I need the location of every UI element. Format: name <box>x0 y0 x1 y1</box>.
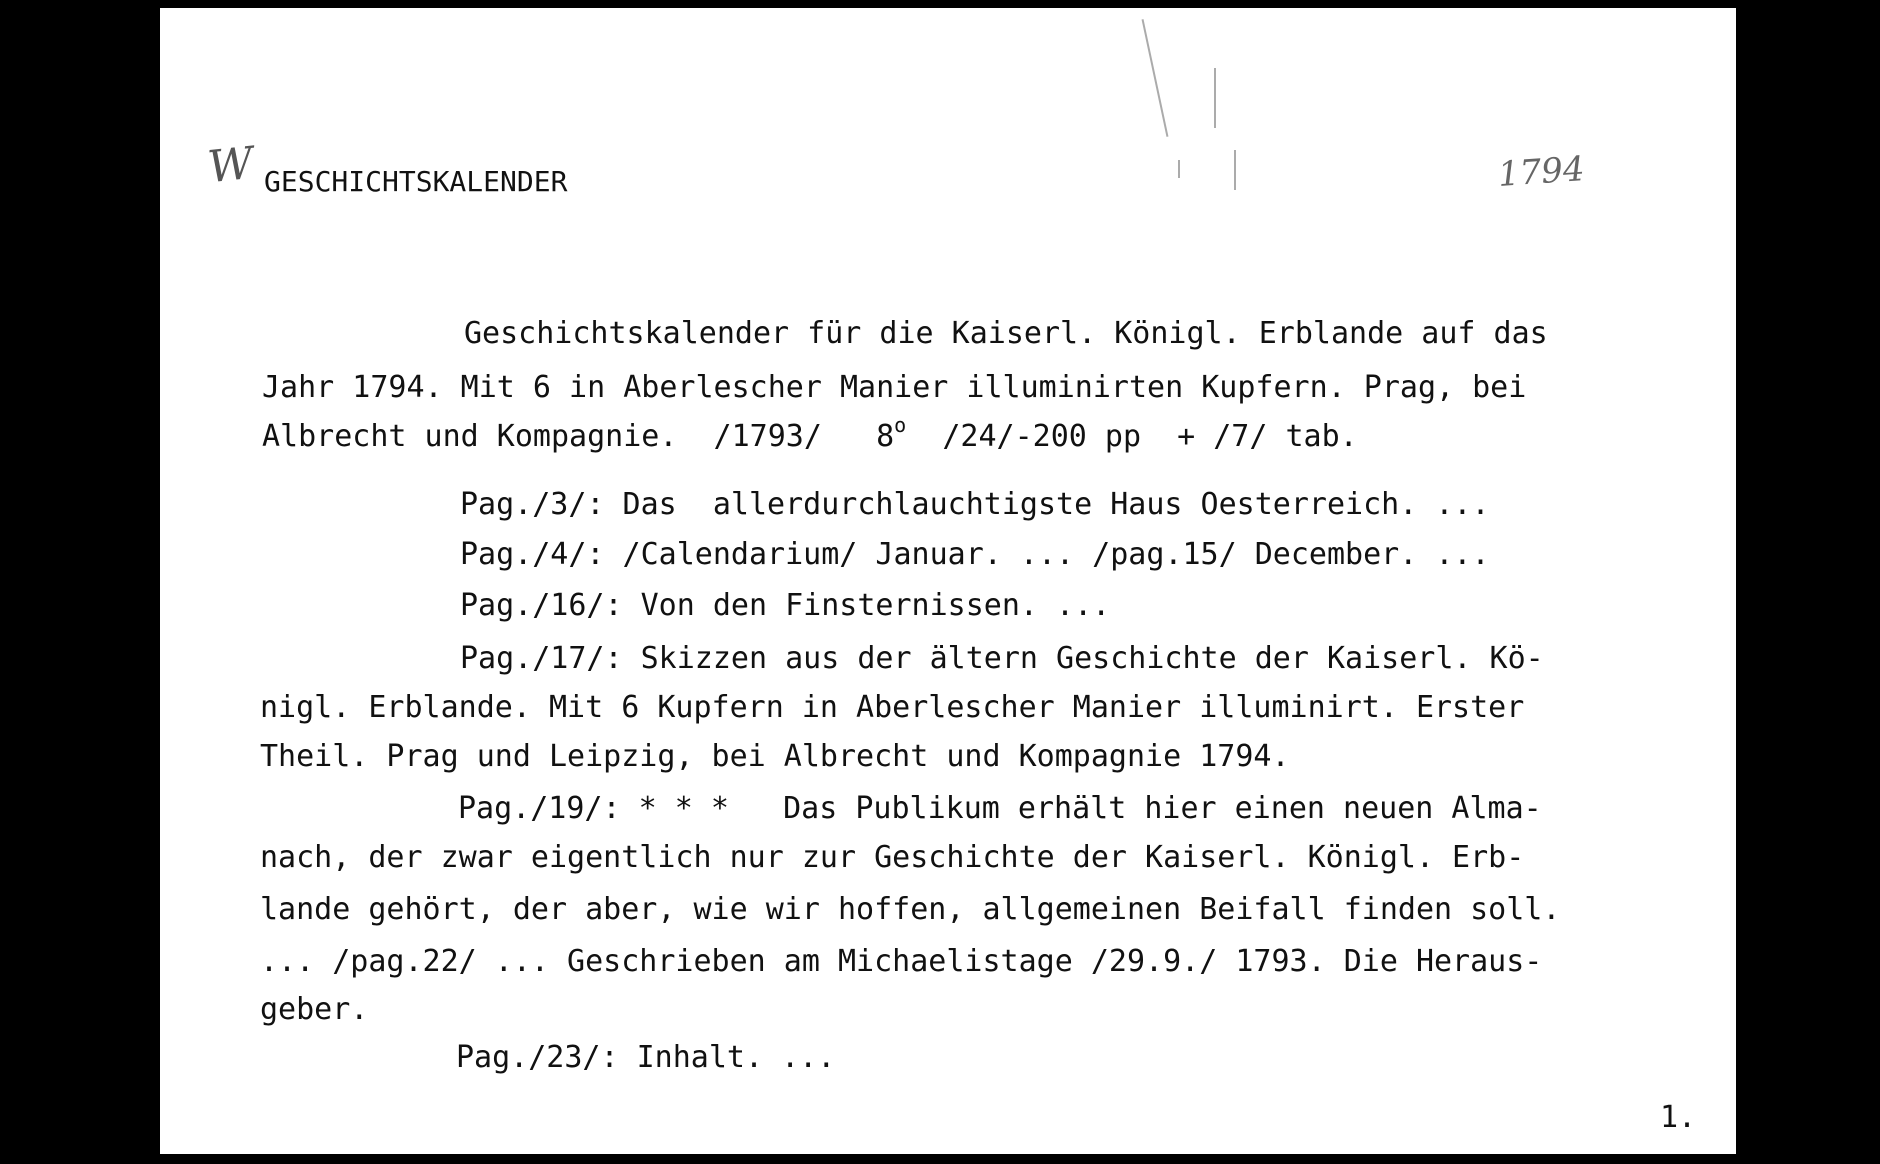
card-heading: GESCHICHTSKALENDER <box>264 165 568 198</box>
page-entry-continuation: geber. <box>260 992 369 1027</box>
page-number: 1. <box>1660 1100 1697 1135</box>
page-entry-continuation: lande gehört, der aber, wie wir hoffen, allgemeinen Beifall finden soll. <box>260 892 1561 927</box>
page-entry: Pag./19/: * * * Das Publikum erhält hier einen neuen Alma- <box>458 791 1542 826</box>
collation-text: /24/-200 pp + /7/ tab. <box>906 419 1358 454</box>
handwritten-margin-mark: W <box>205 137 256 194</box>
imprint-text: Albrecht und Kompagnie. /1793/ 8 <box>262 419 895 454</box>
catalog-card <box>160 8 1736 1154</box>
page-entry-continuation: nigl. Erblande. Mit 6 Kupfern in Aberlescher Manier illuminirt. Erster <box>260 690 1525 725</box>
page-entry: Pag./4/: /Calendarium/ Januar. ... /pag.15/ December. ... <box>460 537 1490 572</box>
page-entry-continuation: ... /pag.22/ ... Geschrieben am Michaelistage /29.9./ 1793. Die Heraus- <box>260 944 1543 979</box>
handwritten-corner-number: 1794 <box>1496 149 1586 195</box>
page-entry-continuation: nach, der zwar eigentlich nur zur Geschichte der Kaiserl. Königl. Erb- <box>260 840 1525 875</box>
title-line-2: Jahr 1794. Mit 6 in Aberlescher Manier illuminirten Kupfern. Prag, bei <box>262 370 1527 405</box>
typewritten-text <box>160 8 1736 1135</box>
page-entry: Pag./17/: Skizzen aus der ältern Geschichte der Kaiserl. Kö- <box>460 641 1544 676</box>
title-line-3 <box>262 413 1358 457</box>
page-entry: Pag./3/: Das allerdurchlauchtigste Haus Oesterreich. ... <box>460 487 1490 522</box>
page-entry: Pag./16/: Von den Finsternissen. ... <box>460 588 1111 623</box>
page-entry: Pag./23/: Inhalt. ... <box>456 1040 836 1075</box>
title-line-1: Geschichtskalender für die Kaiserl. Königl. Erblande auf das <box>464 316 1548 351</box>
format-superscript: o <box>894 413 907 437</box>
page-entry-continuation: Theil. Prag und Leipzig, bei Albrecht und Kompagnie 1794. <box>260 739 1290 774</box>
